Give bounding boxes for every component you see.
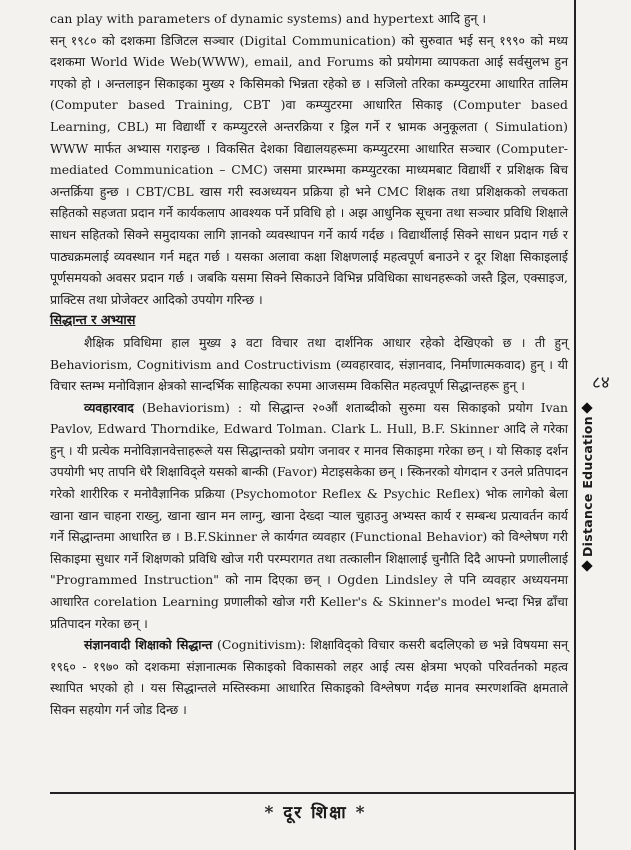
diamond-bullet-icon xyxy=(581,560,592,571)
section-tab-label: Distance Education xyxy=(579,416,595,558)
page-number: ८४ xyxy=(592,373,610,393)
diamond-bullet-icon xyxy=(581,403,592,414)
page-body xyxy=(50,8,568,721)
section-tab xyxy=(576,392,598,582)
cognitivism-term: संज्ञानवादी शिक्षाको सिद्धान्त xyxy=(84,637,213,653)
footer-title: * दूर शिक्षा * xyxy=(264,803,367,823)
footer-divider xyxy=(50,792,575,794)
cognitivism-text: (Cognitivism): शिक्षाविद्को विचार कसरी बदलिएको छ भन्ने विषयमा सन् १९६० - १९७० को दशकमा संज्ञानात्मक सिकाइको विकासको लहर आई त्यस क्षेत्रमा भएको परिवर्तनको महत्व स्थापित भएको हो । यस सिद्धान्तले मस्तिस्कमा आधारित सिकाइको विश्लेषण गर्दछ मानव स्मरणशक्ति क्षमताले सिक्न सहयोग गर्न जोड दिन्छ । xyxy=(50,637,568,717)
behaviorism-term: व्यवहारवाद xyxy=(84,399,134,415)
paragraph-digital-communication: सन् १९८० को दशकमा डिजिटल सञ्चार (Digital Communication) को सुरुवात भई सन् १९९० को मध्य दशकमा World Wide Web(WWW), email, and Forums को प्रयोगमा व्यापकता आई सर्वसुलभ हुन गएको हो । अन्तलाइन सिकाइका मुख्य २ किसिमको भिन्नता रहेको छ । सजिलो तरिका कम्प्युटरमा आधारित तालिम (Computer based Training, CBT )वा कम्प्युटरमा आधारित सिकाइ (Computer based Learning, CBL) मा विद्यार्थी र कम्प्युटरले अन्तरक्रिया र ड्रिल गर्ने र भ्रामक अनुकूलता ( Simulation) WWW मार्फत अभ्यास गराइन्छ । विकसित देशका विद्यालयहरूमा कम्प्युटरमा आधारित सञ्चार (Computer-mediated Communication – CMC) जसमा प्रारम्भमा कम्प्युटरका माध्यमबाट विद्यार्थी र प्रशिक्षक बिच अन्तर्क्रिया हुन्छ । CBT/CBL खास गरी स्वअध्ययन प्रक्रिया हो भने CMC शिक्षक तथा प्रशिक्षकको लचकता सहितको सहजता प्रदान गर्ने कार्यकलाप आवश्यक पर्ने प्रविधि हो । अझ आधुनिक सूचना तथा सञ्चार प्रविधि शिक्षाले साधन सहितको सिक्ने समुदायका लागि ज्ञानको व्यवस्थापन गर्ने कार्य गर्दछ । विद्यार्थीलाई सिक्ने साधन प्रदान गर्छ र पाठ्यक्रमलाई व्यवस्थान गर्न मद्दत गर्छ । यसका अलावा कक्षा शिक्षणलाई महत्वपूर्ण बनाउने र दूर शिक्षा सिकाइलाई पूर्णसमयको अवसर प्रदान गर्छ । जबकि यसमा सिक्ने सिकाउने विभिन्न प्रविधिका साधनहरूको जस्तै ड्रिल, एक्साइज, प्राक्टिस तथा प्रोजेक्टर आदिको उपयोग गरिन्छ । xyxy=(50,32,568,307)
section-heading: सिद्धान्त र अभ्यास xyxy=(50,313,136,329)
paragraph-intro-continued: can play with parameters of dynamic systems) and hypertext आदि हुन् । xyxy=(50,11,487,26)
paragraph-cognitivism xyxy=(50,634,568,720)
behaviorism-text: (Behaviorism) : यो सिद्धान्त २०औं शताब्दीको सुरुमा यस सिकाइको प्रयोग Ivan Pavlov, Edward Thorndike, Edward Tolman. Clark L. Hull, B.F. Skinner आदि ले गरेका हुन् । यी प्रत्येक मनोविज्ञानवेत्ताहरूले यस सिद्धान्तको प्रयोग जनावर र मानव सिकाइमा गरेका छन् । यो सिकाइ दर्शन उपयोगी भए तापनि धेरै शिक्षाविद्ले यसको बान्की (Favor) मेटाइसकेका छन् । स्किनरको योगदान र उनले प्रतिपादन गरेको शारीरिक र मनोवैज्ञानिक प्रक्रिया (Psychomotor Reflex & Psychic Reflex) भोक लागेको बेला खाना खान चाहना राख्नु, खाना खान मन लाग्नु, खाना देख्दा र्‍याल चुहाउनु अभ्यस्त कार्य र सम्बन्ध प्रत्यावर्तन कार्य गर्ने सिद्धान्तमा आधारित छ । B.F.Skinner ले कार्यगत व्यवहार (Functional Behavior) को विश्लेषण गरी सिकाइमा सुधार गर्ने शिक्षणको प्रविधि खोज गरी परम्परागत तथा तत्कालीन शिक्षालाई चुनौति दिदै आफ्नो प्रणालीलाई "Programmed Instruction" को नाम दिएका छन् । Ogden Lindsley ले पनि व्यवहार अध्ययनमा आधारित corelation Learning प्रणालीको खोज गरी Keller's & Skinner's model भन्दा भिन्न ढाँचा प्रतिपादन गरेका छन् । xyxy=(50,399,568,631)
paragraph-behaviorism xyxy=(50,397,568,635)
paragraph-philosophies: शैक्षिक प्रविधिमा हाल मुख्य ३ वटा विचार तथा दार्शनिक आधार रहेको देखिएको छ । ती हुन् Behaviorism, Cognitivism and Costructivism (व्यवहारवाद, संज्ञानवाद, निर्माणात्मकवाद) हुन् । यी विचार स्तम्भ मनोविज्ञान क्षेत्रको सान्दर्भिक साहित्यका रुपमा आजसम्म विकसित महत्वपूर्ण सिद्धान्तहरू हुन् । xyxy=(50,334,568,394)
